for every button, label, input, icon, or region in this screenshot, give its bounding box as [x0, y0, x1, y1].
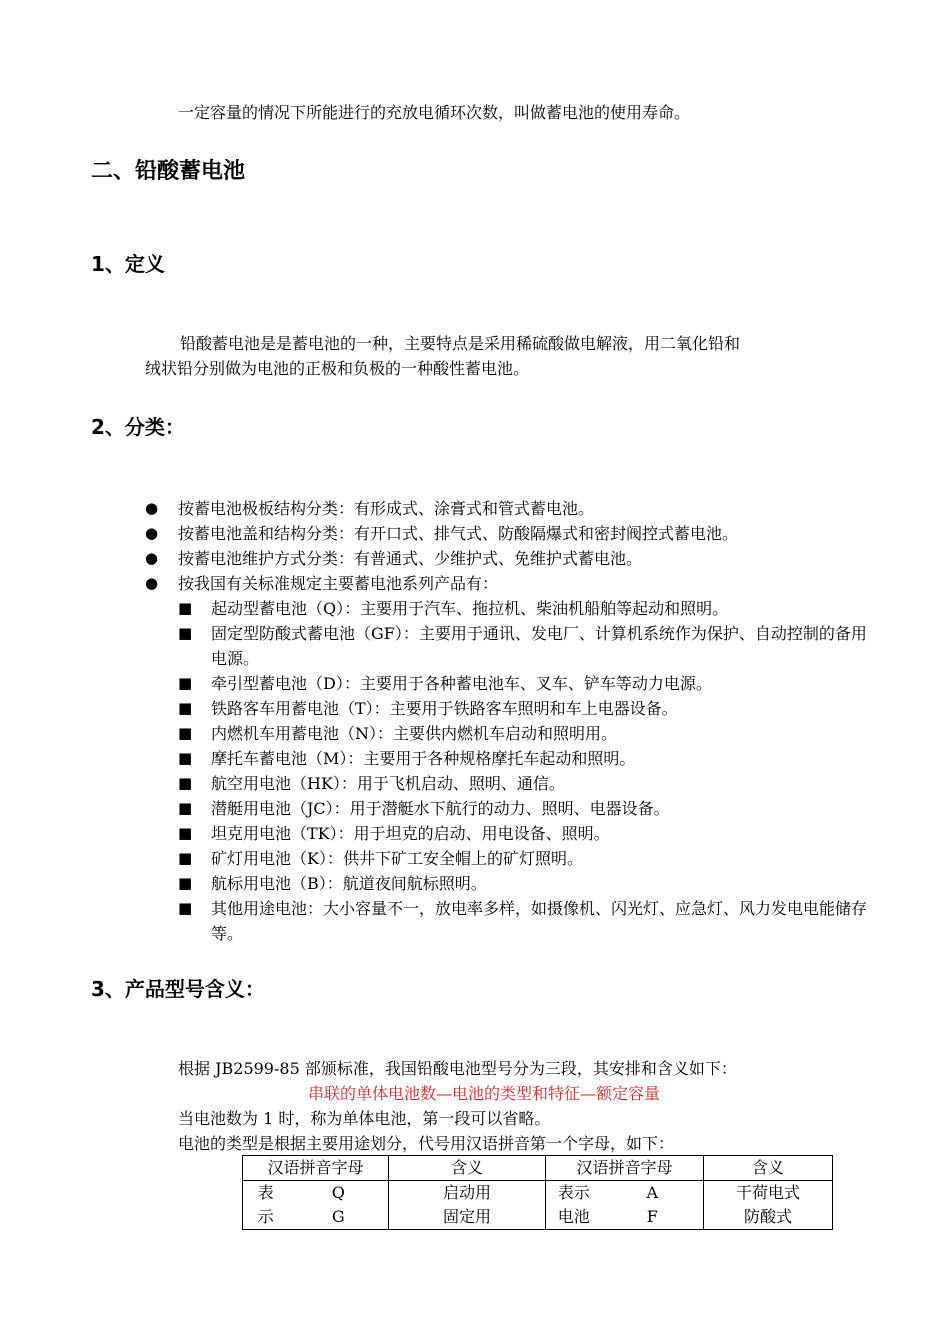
- row-label-right: 电池: [546, 1205, 602, 1230]
- code-cell: G: [289, 1205, 389, 1230]
- list-item: [145, 546, 905, 571]
- battery-type-table: [242, 1155, 833, 1230]
- table-row: [243, 1181, 833, 1206]
- list-item: ■ 潜艇用电池（JC）：用于潜艇水下航行的动力、照明、电器设备。: [178, 796, 879, 821]
- model-formula: 串联的单体电池数—电池的类型和特征—额定容量: [308, 1084, 661, 1103]
- list-item: ■ 矿灯用电池（K）：供井下矿工安全帽上的矿灯照明。: [178, 846, 879, 871]
- intro-fragment: 一定容量的情况下所能进行的充放电循环次数，叫做蓄电池的使用寿命。: [178, 103, 691, 122]
- list-item: ■ 固定型防酸式蓄电池（GF）：主要用于通讯、发电厂、计算机系统作为保护、自动控制的备用电源。: [178, 621, 879, 671]
- table-header-row: [243, 1156, 833, 1181]
- list-item: ■ 摩托车蓄电池（M）：主要用于各种规格摩托车起动和照明。: [178, 746, 879, 771]
- header-meaning-left: 含义: [389, 1156, 546, 1181]
- classification-heading: 2、分类：: [91, 415, 185, 439]
- header-meaning-right: 含义: [704, 1156, 833, 1181]
- list-item: ■ 起动型蓄电池（Q）：主要用于汽车、拖拉机、柴油机船舶等起动和照明。: [178, 596, 879, 621]
- list-item: ■ 航空用电池（HK）：用于飞机启动、照明、通信。: [178, 771, 879, 796]
- section-title: 二、铅酸蓄电池: [91, 159, 246, 184]
- bullet-text: 按我国有关标准规定主要蓄电池系列产品有：: [178, 574, 499, 593]
- list-item: [145, 571, 905, 946]
- list-item: ■ 铁路客车用蓄电池（T）：主要用于铁路客车照明和车上电器设备。: [178, 696, 879, 721]
- definition-line-1: 铅酸蓄电池是是蓄电池的一种，主要特点是采用稀硫酸做电解液，用二氧化铅和: [180, 334, 741, 353]
- row-label-left: 表: [243, 1181, 289, 1206]
- model-paragraph-1: 根据 JB2599-85 部颁标准，我国铅酸电池型号分为三段，其安排和含义如下：: [178, 1059, 737, 1078]
- header-code-left: 汉语拼音字母: [243, 1156, 389, 1181]
- code-cell: F: [602, 1205, 704, 1230]
- classification-list: [145, 496, 905, 946]
- list-item: [145, 496, 905, 521]
- meaning-cell: 固定用: [389, 1205, 546, 1230]
- meaning-cell: 启动用: [389, 1181, 546, 1206]
- definition-line-2: 绒状铅分别做为电池的正极和负极的一种酸性蓄电池。: [145, 359, 530, 378]
- header-code-right: 汉语拼音字母: [546, 1156, 704, 1181]
- meaning-cell: 防酸式: [704, 1205, 833, 1230]
- row-label-left: 示: [243, 1205, 289, 1230]
- row-label-right: 表示: [546, 1181, 602, 1206]
- bullet-text: 按蓄电池极板结构分类：有形成式、涂膏式和管式蓄电池。: [178, 499, 595, 518]
- list-item: ■ 坦克用电池（TK）：用于坦克的启动、用电设备、照明。: [178, 821, 879, 846]
- list-item: ■ 牵引型蓄电池（D）：主要用于各种蓄电池车、叉车、铲车等动力电源。: [178, 671, 879, 696]
- product-list: [178, 596, 905, 946]
- list-item: [145, 521, 905, 546]
- code-cell: A: [602, 1181, 704, 1206]
- bullet-text: 按蓄电池维护方式分类：有普通式、少维护式、免维护式蓄电池。: [178, 549, 643, 568]
- model-heading: 3、产品型号含义：: [91, 977, 265, 1001]
- table-row: [243, 1205, 833, 1230]
- bullet-text: 按蓄电池盖和结构分类：有开口式、排气式、防酸隔爆式和密封阀控式蓄电池。: [178, 524, 739, 543]
- list-item: ■ 其他用途电池：大小容量不一，放电率多样，如摄像机、闪光灯、应急灯、风力发电电能储存等。: [178, 896, 879, 946]
- list-item: ■ 内燃机车用蓄电池（N）：主要供内燃机车启动和照明用。: [178, 721, 879, 746]
- list-item: ■ 航标用电池（B）：航道夜间航标照明。: [178, 871, 879, 896]
- meaning-cell: 干荷电式: [704, 1181, 833, 1206]
- model-paragraph-3: 电池的类型是根据主要用途划分，代号用汉语拼音第一个字母，如下：: [178, 1134, 675, 1153]
- definition-heading: 1、定义: [91, 252, 165, 276]
- model-paragraph-2: 当电池数为 1 时，称为单体电池，第一段可以省略。: [178, 1109, 551, 1128]
- code-cell: Q: [289, 1181, 389, 1206]
